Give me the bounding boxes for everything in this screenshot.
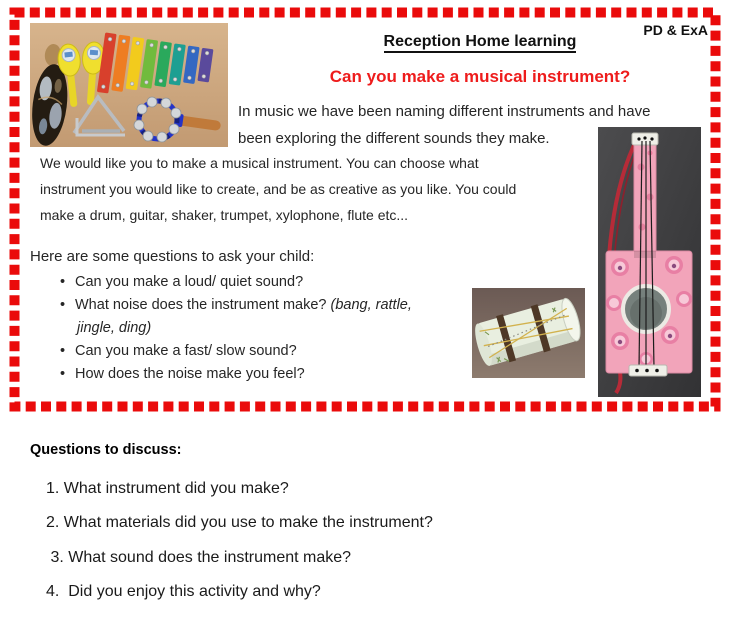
instruments-photo [30, 23, 228, 147]
bullet-item: • Can you make a loud/ quiet sound? [60, 271, 412, 294]
bullet-item: • What noise does the instrument make? (bang, rattle, [60, 294, 412, 317]
intro-paragraph-main [40, 150, 516, 228]
intro-line: We would like you to make a musical instrument. You can choose what [40, 155, 479, 171]
intro-paragraph-top [238, 98, 650, 152]
ask-questions-intro: Here are some questions to ask your child: [30, 248, 315, 265]
bullet-icon: • [60, 366, 66, 382]
intro-line: been exploring the different sounds they make. [238, 130, 550, 147]
shaker-photo-graphic [472, 288, 585, 378]
guitar-photo-graphic [598, 127, 701, 397]
bullet-icon: • [60, 297, 66, 313]
discuss-heading: Questions to discuss: [30, 442, 182, 458]
intro-line: make a drum, guitar, shaker, trumpet, xylophone, flute etc... [40, 207, 409, 223]
bullet-icon: • [60, 343, 66, 359]
bullet-item: • How does the noise make you feel? [60, 363, 412, 386]
instruments-photo-graphic [30, 23, 228, 147]
discuss-item-4: 4. Did you enjoy this activity and why? [46, 583, 321, 600]
discuss-item-2: 2. What materials did you use to make the instrument? [46, 514, 433, 531]
intro-line: In music we have been naming different instruments and have [238, 103, 651, 120]
corner-code-label: PD & ExA [643, 22, 708, 38]
page-subtitle: Can you make a musical instrument? [329, 67, 631, 86]
homemade-guitar-photo [598, 127, 701, 397]
intro-line: instrument you would like to create, and be as creative as you like. You could [40, 181, 517, 197]
discuss-item-3: 3. What sound does the instrument make? [46, 549, 352, 566]
bullet-icon: • [60, 274, 66, 290]
discuss-item-1: 1. What instrument did you make? [46, 480, 289, 497]
bullet-item: • Can you make a fast/ slow sound? [60, 340, 412, 363]
bullet-item-continuation: jingle, ding) [77, 320, 152, 336]
page-title: Reception Home learning [260, 33, 700, 51]
homemade-shaker-photo [472, 288, 585, 378]
ask-questions-list [60, 271, 412, 386]
